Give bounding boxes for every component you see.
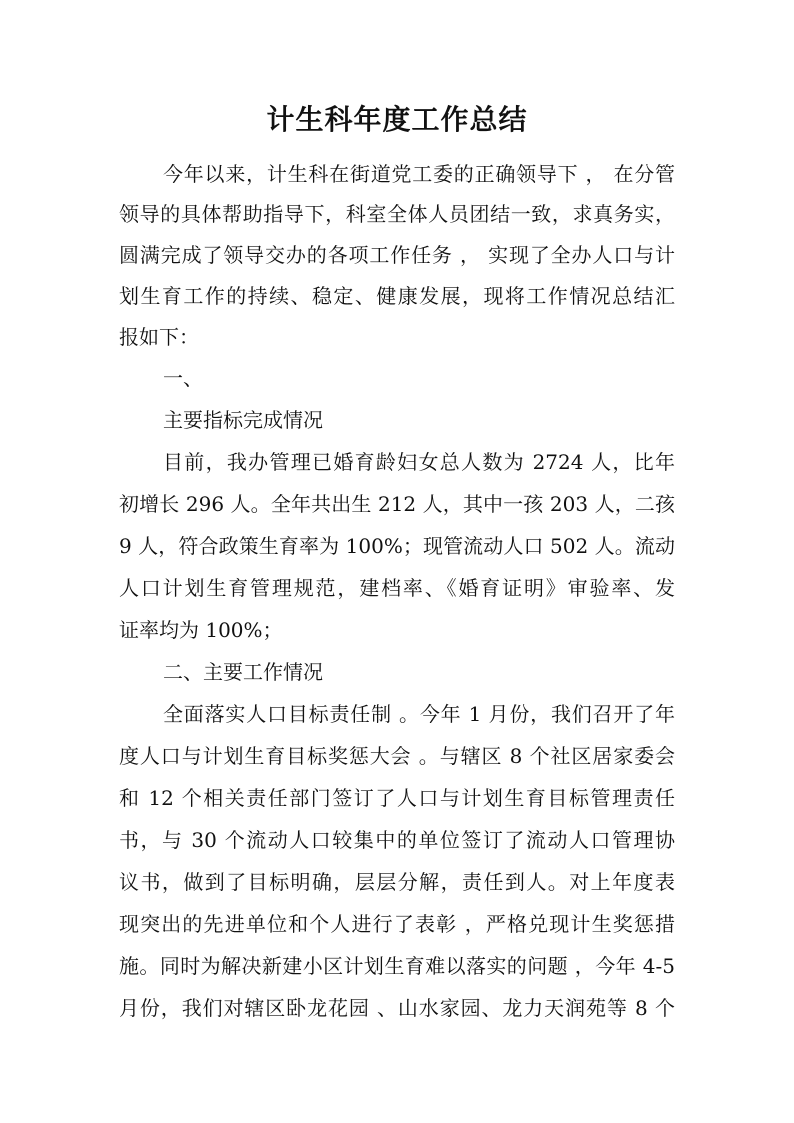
paragraph-line: 9 人，符合政策生育率为 100%；现管流动人口 502 人。流动 xyxy=(119,534,675,558)
document-title: 计生科年度工作总结 xyxy=(266,103,528,136)
paragraph-line: 圆满完成了领导交办的各项工作任务 ， 实现了全办人口与计 xyxy=(119,243,675,267)
paragraph-line: 报如下： xyxy=(119,325,199,349)
paragraph-line: 施。同时为解决新建小区计划生育难以落实的问题 ，今年 4-5 xyxy=(119,954,675,978)
paragraph-line: 月份，我们对辖区卧龙花园 、山水家园、龙力天润苑等 8 个 xyxy=(119,996,675,1020)
paragraph-line: 度人口与计划生育目标奖惩大会 。与辖区 8 个社区居家委会 xyxy=(119,744,675,768)
paragraph-line: 初增长 296 人。全年共出生 212 人，其中一孩 203 人，二孩 xyxy=(119,492,675,516)
paragraph-line: 目前，我办管理已婚育龄妇女总人数为 2724 人，比年 xyxy=(163,450,675,474)
paragraph-line: 划生育工作的持续、稳定、健康发展，现将工作情况总结汇 xyxy=(119,284,675,308)
paragraph-line: 和 12 个相关责任部门签订了人口与计划生育目标管理责任 xyxy=(119,786,675,810)
paragraph-line: 证率均为 100%； xyxy=(119,618,283,642)
paragraph-line: 领导的具体帮助指导下，科室全体人员团结一致，求真务实， xyxy=(119,202,675,226)
section-heading: 主要指标完成情况 xyxy=(163,408,323,432)
paragraph-line: 人口计划生育管理规范，建档率、《婚育证明》审验率、发 xyxy=(119,576,675,600)
paragraph-line: 议书，做到了目标明确，层层分解，责任到人。对上年度表 xyxy=(119,870,675,894)
paragraph-line: 今年以来，计生科在街道党工委的正确领导下 ， 在分管 xyxy=(163,162,675,186)
paragraph-line: 书，与 30 个流动人口较集中的单位签订了流动人口管理协 xyxy=(119,828,675,852)
section-number: 一、 xyxy=(163,366,203,390)
section-heading: 二、主要工作情况 xyxy=(163,660,323,684)
paragraph-line: 全面落实人口目标责任制 。今年 1 月份，我们召开了年 xyxy=(163,702,675,726)
paragraph-line: 现突出的先进单位和个人进行了表彰 ，严格兑现计生奖惩措 xyxy=(119,912,675,936)
